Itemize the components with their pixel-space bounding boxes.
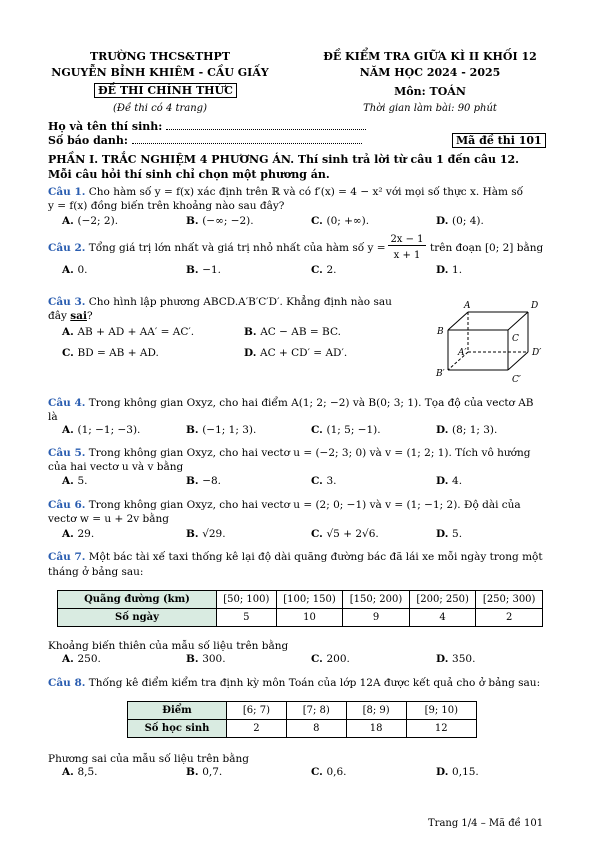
cube-label-d: D (531, 301, 539, 311)
pages-note: (Đề thi có 4 trang) (113, 103, 207, 114)
q7-interval: [200; 250) (409, 591, 476, 609)
exam-code: Mã đề thi 101 (452, 133, 546, 148)
q8-table-head: Điểm (128, 702, 227, 720)
q5-option-b[interactable]: B. −8. (186, 475, 222, 487)
q8-interval: [8; 9) (346, 702, 406, 720)
q4-option-a[interactable]: A. (1; −1; −3). (62, 424, 141, 436)
q4-option-c[interactable]: C. (1; 5; −1). (311, 424, 381, 436)
q8-table-row-intervals (128, 702, 477, 720)
q4-option-b[interactable]: B. (−1; 1; 3). (186, 424, 257, 436)
q8-option-b[interactable]: B. 0,7. (186, 766, 223, 778)
q6-text: Câu 6. Trong không gian Oxyz, cho hai vectơ u = (2; 0; −1) và v = (1; −1; 2). Độ dài của (48, 499, 521, 511)
cube-label-c: C (512, 334, 519, 344)
q8-table-row-counts (128, 720, 477, 738)
q2-text-post: trên đoạn [0; 2] bằng (430, 242, 544, 254)
q8-option-c[interactable]: C. 0,6. (311, 766, 347, 778)
q5-option-c[interactable]: C. 3. (311, 475, 337, 487)
q3-option-a[interactable]: A. AB + AD + AA′ = AC′. (62, 326, 195, 338)
q6-text2: vectơ w = u + 2v bằng (48, 513, 170, 525)
q7-count: 5 (217, 609, 277, 627)
cube-label-a-prime: A′ (458, 348, 467, 358)
q1-option-c[interactable]: C. (0; +∞). (311, 215, 370, 227)
q7-option-a[interactable]: A. 250. (62, 653, 101, 665)
q6-option-a[interactable]: A. 29. (62, 528, 95, 540)
q8-text: Câu 8. Thống kê điểm kiểm tra định kỳ môn Toán của lớp 12A được kết quả cho ở bảng sau: (48, 677, 541, 689)
cube-label-a: A (464, 301, 471, 311)
q8-interval: [6; 7) (227, 702, 287, 720)
q7-count: 9 (343, 609, 410, 627)
q7-question: Khoảng biến thiên của mẫu số liệu trên bằng (48, 640, 289, 652)
q7-count: 10 (276, 609, 343, 627)
q2-denominator: x + 1 (393, 250, 421, 261)
q4-text2: là (48, 411, 58, 423)
q5-option-d[interactable]: D. 4. (436, 475, 463, 487)
q7-table (57, 590, 543, 627)
q8-interval: [9; 10) (406, 702, 476, 720)
q5-text: Câu 5. Trong không gian Oxyz, cho hai vectơ u = (−2; 3; 0) và v = (1; 2; 1). Tích vô hướng (48, 447, 531, 459)
q3-option-c[interactable]: C. BD = AB + AD. (62, 347, 159, 359)
q7-table-row-counts (58, 609, 543, 627)
q7-table-head: Quãng đường (km) (58, 591, 217, 609)
q8-interval: [7; 8) (286, 702, 346, 720)
q8-count: 12 (406, 720, 476, 738)
q4-option-d[interactable]: D. (8; 1; 3). (436, 424, 498, 436)
q7-count: 4 (409, 609, 476, 627)
subject: Môn: TOÁN (394, 85, 466, 98)
q8-count: 18 (346, 720, 406, 738)
q7-text2: tháng ở bảng sau: (48, 566, 144, 578)
q7-option-b[interactable]: B. 300. (186, 653, 226, 665)
school-line1: TRƯỜNG THCS&THPT (89, 50, 231, 63)
q7-interval: [250; 300) (476, 591, 543, 609)
q1-option-d[interactable]: D. (0; 4). (436, 215, 484, 227)
q7-interval: [100; 150) (276, 591, 343, 609)
q7-option-d[interactable]: D. 350. (436, 653, 476, 665)
part1-line1: PHẦN I. TRẮC NGHIỆM 4 PHƯƠNG ÁN. Thí sinh trả lời từ câu 1 đến câu 12. (48, 153, 519, 166)
q1-text: Câu 1. Cho hàm số y = f(x) xác định trên ℝ và có f′(x) = 4 − x² với mọi số thực x. Hàm số (48, 186, 524, 198)
q3-text2: đây sai? (48, 310, 93, 322)
q2-numerator: 2x − 1 (388, 234, 426, 246)
q7-table-row-label: Số ngày (58, 609, 217, 627)
name-label: Họ và tên thí sinh: (48, 120, 366, 133)
q8-option-a[interactable]: A. 8,5. (62, 766, 98, 778)
q3-option-d[interactable]: D. AC + CD′ = AD′. (244, 347, 348, 359)
cube-figure (432, 298, 552, 390)
exam-title: ĐỀ KIỂM TRA GIỮA KÌ II KHỐI 12 (323, 50, 537, 63)
cube-label-b-prime: B′ (436, 369, 445, 379)
page-footer: Trang 1/4 – Mã đề 101 (428, 818, 544, 829)
q5-option-a[interactable]: A. 5. (62, 475, 88, 487)
q8-table (127, 701, 477, 738)
q8-table-row-label: Số học sinh (128, 720, 227, 738)
q7-interval: [50; 100) (217, 591, 277, 609)
official-badge: ĐỀ THI CHÍNH THỨC (94, 83, 237, 98)
q8-count: 8 (286, 720, 346, 738)
q7-count: 2 (476, 609, 543, 627)
q2-option-b[interactable]: B. −1. (186, 264, 222, 276)
q7-table-row-intervals (58, 591, 543, 609)
q1-option-b[interactable]: B. (−∞; −2). (186, 215, 254, 227)
q6-option-c[interactable]: C. √5 + 2√6. (311, 528, 379, 540)
q1-option-a[interactable]: A. (−2; 2). (62, 215, 119, 227)
q8-count: 2 (227, 720, 287, 738)
school-year: NĂM HỌC 2024 - 2025 (359, 66, 501, 79)
q3-option-b[interactable]: B. AC − AB = BC. (244, 326, 341, 338)
q7-option-c[interactable]: C. 200. (311, 653, 350, 665)
q7-interval: [150; 200) (343, 591, 410, 609)
id-label: Số báo danh: (48, 134, 362, 147)
q2-option-a[interactable]: A. 0. (62, 264, 88, 276)
q4-text: Câu 4. Trong không gian Oxyz, cho hai điểm A(1; 2; −2) và B(0; 3; 1). Tọa độ của vectơ AB (48, 397, 534, 409)
q5-text2: của hai vectơ u và v bằng (48, 461, 184, 473)
q8-question: Phương sai của mẫu số liệu trên bằng (48, 753, 250, 765)
school-line2: NGUYỄN BỈNH KHIÊM - CẦU GIẤY (51, 66, 269, 79)
cube-label-c-prime: C′ (512, 375, 521, 385)
cube-label-d-prime: D′ (532, 348, 542, 358)
q2-option-c[interactable]: C. 2. (311, 264, 337, 276)
q2-text: Câu 2. Tổng giá trị lớn nhất và giá trị nhỏ nhất của hàm số y = (48, 242, 386, 254)
time-note: Thời gian làm bài: 90 phút (363, 103, 497, 114)
q6-option-b[interactable]: B. √29. (186, 528, 226, 540)
cube-label-b: B (437, 327, 444, 337)
q3-text: Câu 3. Cho hình lập phương ABCD.A′B′C′D′. Khẳng định nào sau (48, 296, 392, 308)
q6-option-d[interactable]: D. 5. (436, 528, 463, 540)
q1-text2: y = f(x) đồng biến trên khoảng nào sau đây? (48, 200, 285, 212)
q8-option-d[interactable]: D. 0,15. (436, 766, 479, 778)
part1-line2: Mỗi câu hỏi thí sinh chỉ chọn một phương án. (48, 168, 330, 181)
q2-option-d[interactable]: D. 1. (436, 264, 463, 276)
q7-text: Câu 7. Một bác tài xế taxi thống kê lại độ dài quãng đường bác đã lái xe mỗi ngày trong một (48, 551, 543, 563)
